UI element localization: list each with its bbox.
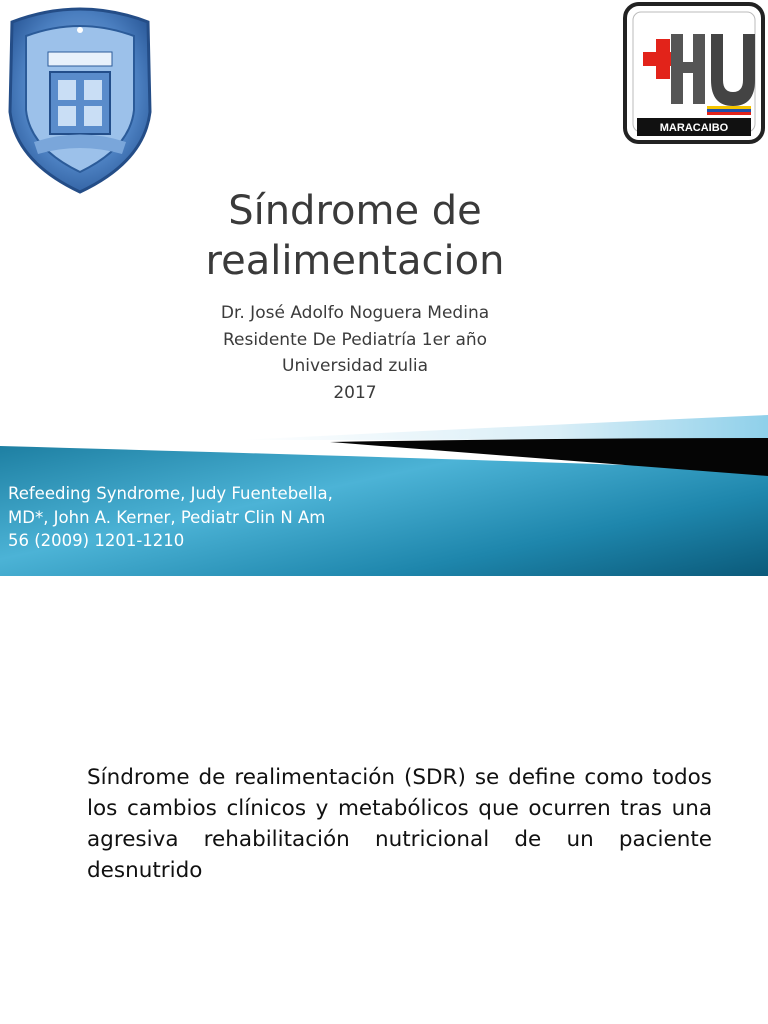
university-seal-logo <box>4 2 156 194</box>
reference-line: Refeeding Syndrome, Judy Fuentebella, <box>8 484 333 503</box>
presentation-year: 2017 <box>333 382 377 403</box>
reference-line: MD*, John A. Kerner, Pediatr Clin N Am <box>8 507 326 527</box>
author-block <box>150 300 560 406</box>
hu-logo-city-label: MARACAIBO <box>659 122 729 134</box>
author-university: Universidad zulia <box>282 356 428 376</box>
definition-text: Síndrome de realimentación (SDR) se define como todos los cambios clínicos y metabólicos que ocurren tras una agresiva rehabilitación nutricional de un paciente desnutrido <box>87 765 712 883</box>
bibliographic-reference <box>8 482 388 553</box>
author-role: Residente De Pediatría 1er año <box>222 329 488 350</box>
title-line: Síndrome de <box>228 188 482 234</box>
definition-slide <box>0 576 768 1024</box>
reference-line: 56 (2009) 1201-1210 <box>8 531 185 550</box>
slide-title <box>130 186 580 286</box>
title-line: realimentacion <box>205 238 505 284</box>
author-name: Dr. José Adolfo Noguera Medina <box>220 303 490 323</box>
